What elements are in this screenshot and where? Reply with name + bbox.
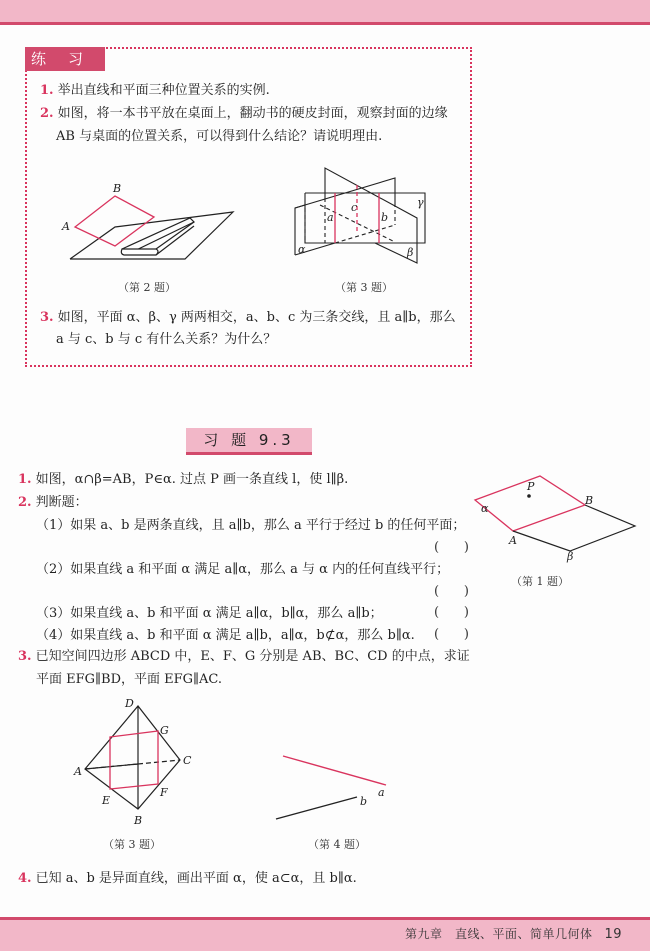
question-number: 2. (18, 495, 32, 510)
caption-ex-fig3: （第 3 题） (103, 838, 161, 851)
answer-blank-1[interactable]: ( ) (434, 540, 469, 555)
svg-text:B: B (134, 814, 143, 827)
svg-text:c: c (351, 201, 358, 214)
exercise-q2 (18, 494, 88, 512)
item-label: （3） (36, 606, 71, 621)
item-label: （1） (36, 518, 71, 533)
svg-text:β: β (567, 550, 574, 563)
question-number: 1. (18, 472, 32, 487)
question-text: 如图，将一本书平放在桌面上，翻动书的硬皮封面，观察封面的边缘 (57, 106, 448, 121)
item-text: 如果直线 a、b 和平面 α 满足 a∥b，a∥α，b⊄α，那么 b∥α. (70, 628, 415, 643)
question-text: 如图，平面 α、β、γ 两两相交，a、b、c 为三条交线，且 a∥b，那么 (57, 310, 456, 325)
exercise-q4 (18, 870, 357, 888)
svg-text:α: α (298, 243, 306, 256)
svg-text:b: b (360, 795, 368, 808)
svg-text:D: D (125, 697, 134, 710)
caption-ex-fig4: （第 4 题） (308, 838, 366, 851)
judge-item-1 (36, 517, 465, 535)
svg-text:a: a (378, 786, 385, 799)
practice-tag: 练习 (25, 47, 105, 71)
svg-text:C: C (183, 754, 192, 767)
question-number: 1. (40, 83, 54, 98)
exercise-q3 (18, 648, 470, 666)
figure-book-on-desk (62, 170, 240, 260)
svg-text:A: A (74, 765, 82, 778)
question-number: 3. (40, 310, 54, 325)
question-number: 4. (18, 871, 32, 886)
practice-q2-line2: AB 与桌面的位置关系，可以得到什么结论？请说明理由. (56, 129, 383, 144)
question-number: 3. (18, 649, 32, 664)
item-text: 如果直线 a 和平面 α 满足 a∥α，那么 a 与 α 内的任何直线平行； (70, 562, 450, 577)
svg-text:B: B (113, 182, 122, 195)
svg-text:A: A (62, 220, 70, 233)
svg-text:α: α (481, 502, 489, 515)
chapter-title: 第九章 直线、平面、简单几何体 (404, 927, 593, 941)
item-label: （4） (36, 628, 71, 643)
judge-item-2 (36, 561, 449, 579)
figure-three-planes (295, 163, 425, 263)
answer-blank-2[interactable]: ( ) (434, 584, 469, 599)
answer-blank-4[interactable]: ( ) (434, 627, 469, 642)
exercise-title: 习 题 9.3 (186, 428, 312, 455)
page-number: 19 (604, 927, 622, 942)
question-text: 已知空间四边形 ABCD 中，E、F、G 分别是 AB、BC、CD 的中点，求证 (35, 649, 470, 664)
footer (405, 925, 622, 942)
svg-text:E: E (102, 794, 111, 807)
practice-q1 (40, 82, 270, 100)
svg-text:β: β (407, 246, 414, 259)
svg-text:G: G (160, 724, 169, 737)
svg-text:γ: γ (417, 196, 424, 209)
judge-item-4 (36, 627, 415, 645)
question-text: 举出直线和平面三种位置关系的实例. (57, 83, 270, 98)
exercise-q1 (18, 471, 348, 489)
caption-fig2: （第 2 题） (118, 281, 176, 294)
question-text: 判断题： (35, 495, 88, 510)
svg-text:B: B (585, 494, 594, 507)
question-text: 已知 a、b 是异面直线，画出平面 α，使 a⊂α，且 b∥α. (35, 871, 357, 886)
question-number: 2. (40, 106, 54, 121)
svg-text:b: b (381, 211, 389, 224)
svg-text:a: a (327, 211, 334, 224)
header-band (0, 0, 650, 25)
caption-fig3: （第 3 题） (335, 281, 393, 294)
exercise-q3-line2: 平面 EFG∥BD，平面 EFG∥AC. (36, 672, 223, 687)
figure-planes-alpha-beta (475, 476, 640, 561)
figure-tetrahedron (74, 697, 192, 827)
practice-q3 (40, 309, 456, 327)
practice-q2 (40, 105, 448, 123)
svg-text:P: P (527, 480, 535, 493)
svg-text:A: A (509, 534, 517, 547)
question-text: 如图，α∩β=AB，P∈α. 过点 P 画一条直线 l，使 l∥β. (35, 472, 349, 487)
practice-q3-line2: a 与 c、b 与 c 有什么关系？为什么？ (56, 332, 277, 347)
caption-ex-fig1: （第 1 题） (511, 575, 569, 588)
judge-item-3 (36, 605, 383, 623)
svg-text:F: F (160, 786, 168, 799)
item-text: 如果直线 a、b 和平面 α 满足 a∥α，b∥α，那么 a∥b； (70, 606, 383, 621)
answer-blank-3[interactable]: ( ) (434, 605, 469, 620)
figure-skew-lines (275, 750, 395, 825)
item-label: （2） (36, 562, 71, 577)
item-text: 如果 a、b 是两条直线，且 a∥b，那么 a 平行于经过 b 的任何平面； (70, 518, 466, 533)
